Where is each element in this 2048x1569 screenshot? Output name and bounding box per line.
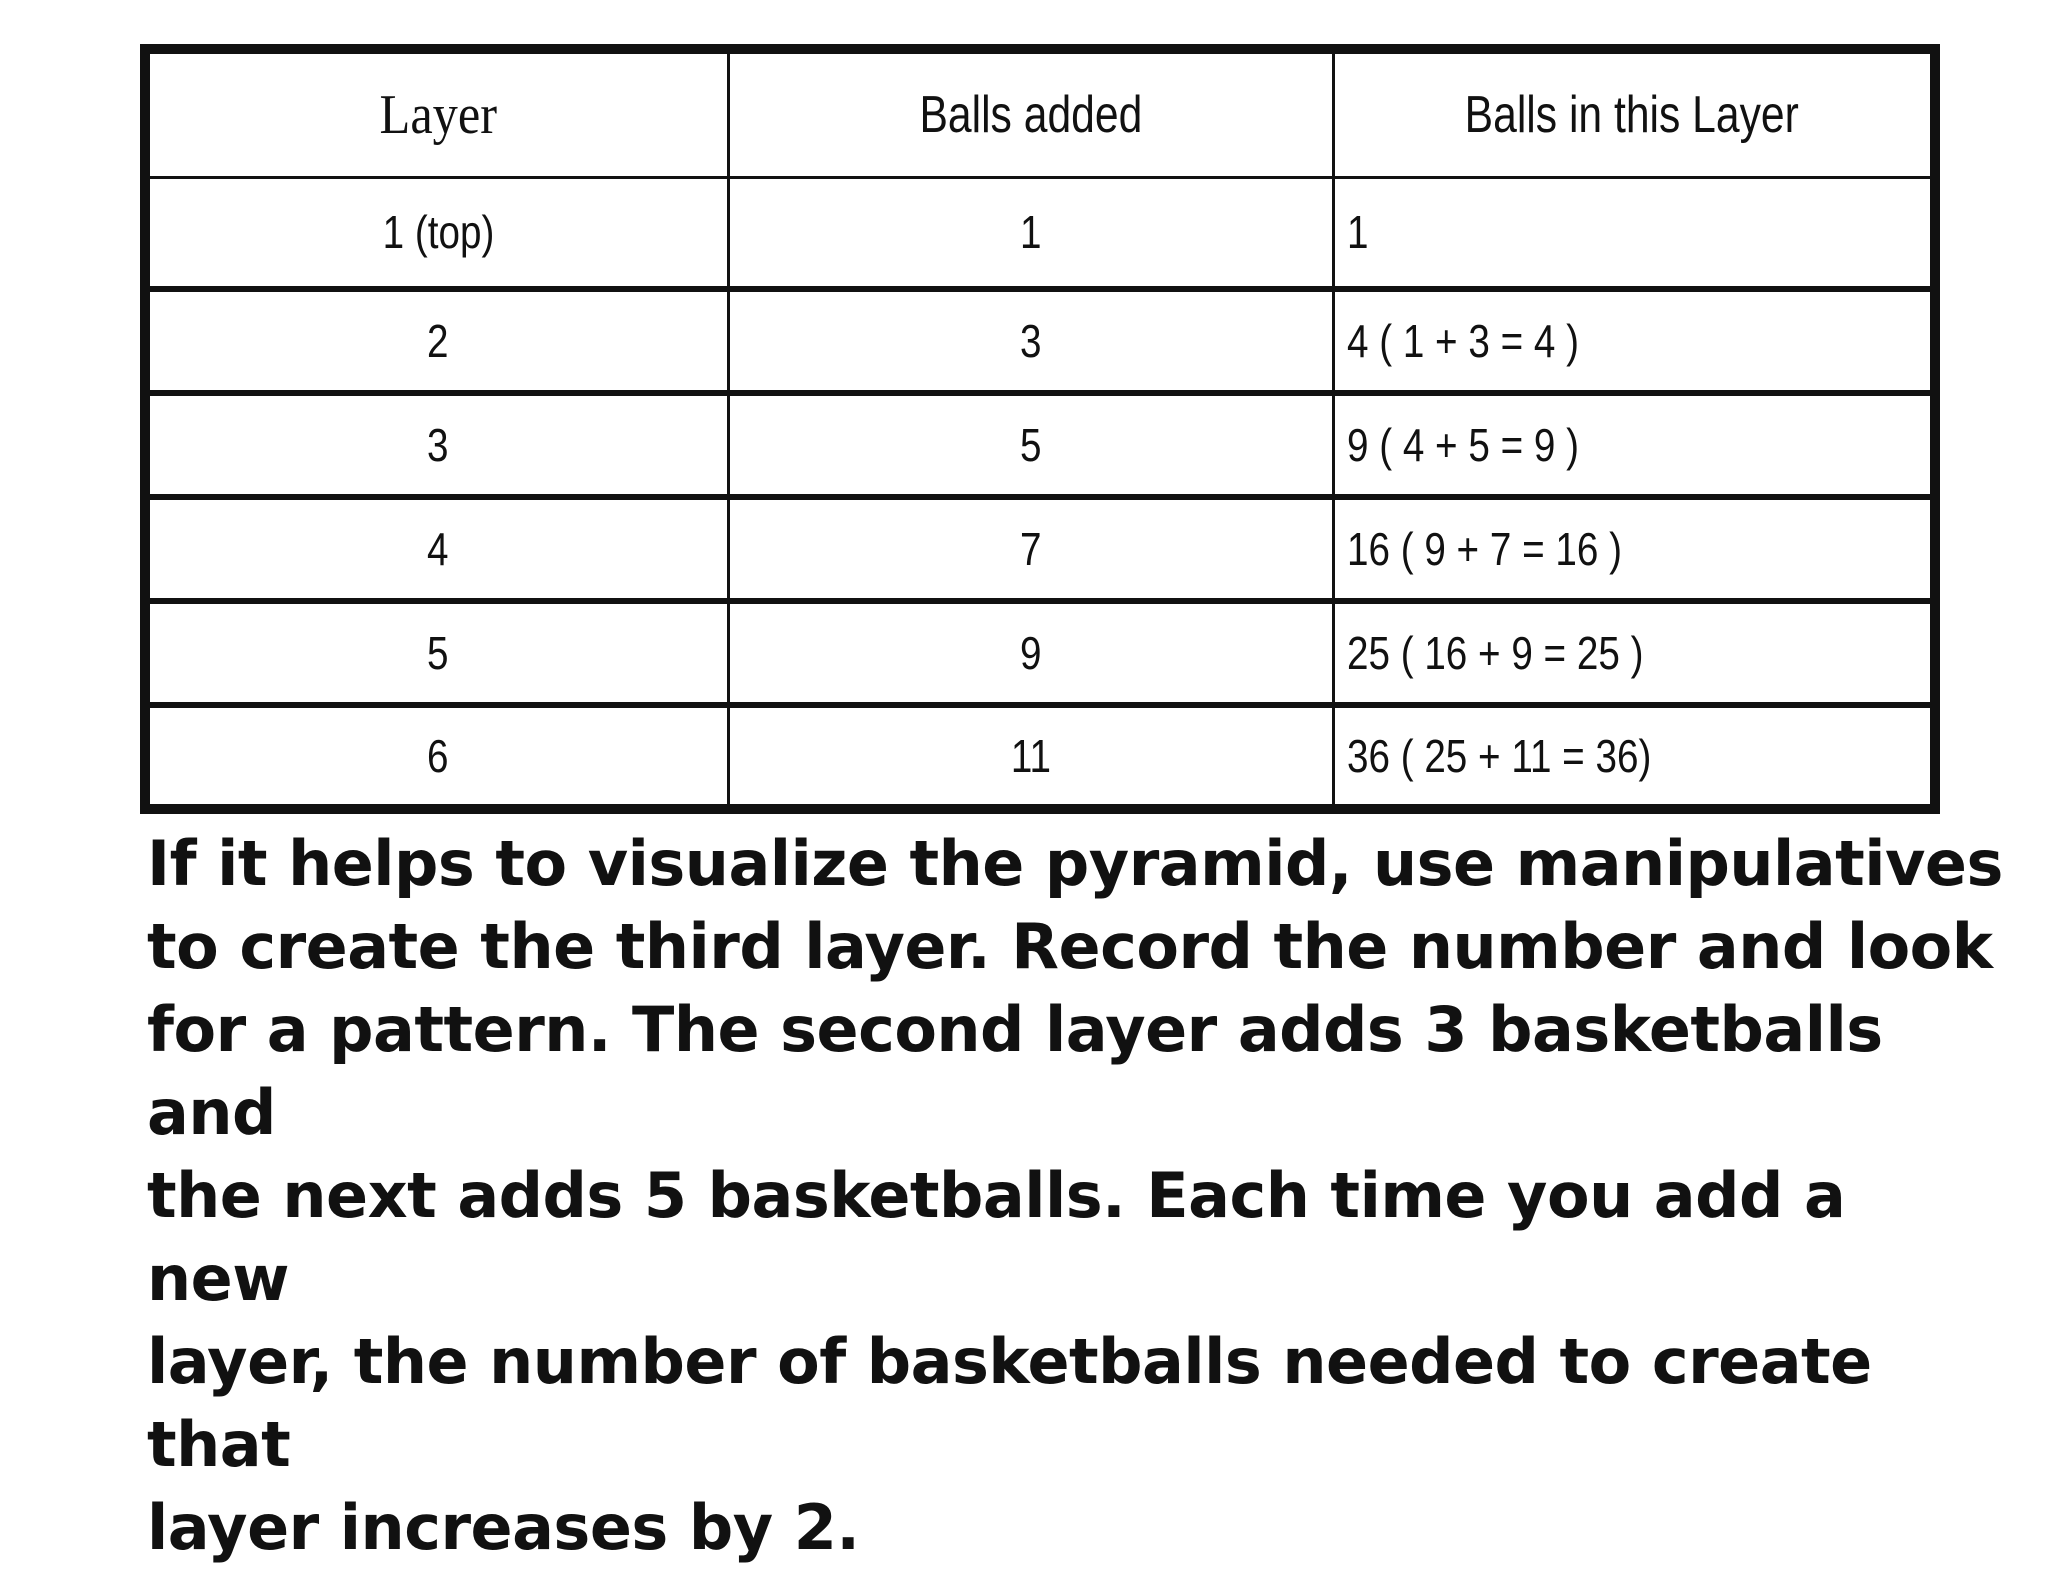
cell-layer: 2 xyxy=(145,289,728,393)
paragraph-line: the next adds 5 basketballs. Each time you add a new xyxy=(147,1159,1846,1315)
cell-balls-added: 9 xyxy=(728,601,1333,705)
table-row xyxy=(145,497,1935,601)
paragraph-line: for a pattern. The second layer adds 3 basketballs and xyxy=(147,993,1883,1149)
cell-balls-added: 3 xyxy=(728,289,1333,393)
paragraph-line: to create the third layer. Record the number and look xyxy=(147,910,1993,983)
table-row xyxy=(145,177,1935,289)
cell-balls-added: 5 xyxy=(728,393,1333,497)
cell-balls-added: 11 xyxy=(728,705,1333,809)
cell-balls-in-layer: 36 ( 25 + 11 = 36) xyxy=(1333,705,1935,809)
table-row xyxy=(145,393,1935,497)
cell-balls-in-layer: 1 xyxy=(1333,177,1935,289)
paragraph-line: layer increases by 2. xyxy=(147,1491,860,1564)
cell-balls-in-layer: 9 ( 4 + 5 = 9 ) xyxy=(1333,393,1935,497)
cell-layer: 5 xyxy=(145,601,728,705)
cell-balls-in-layer: 25 ( 16 + 9 = 25 ) xyxy=(1333,601,1935,705)
table-row xyxy=(145,601,1935,705)
cell-balls-in-layer: 16 ( 9 + 7 = 16 ) xyxy=(1333,497,1935,601)
header-layer: Layer xyxy=(145,49,728,177)
header-balls-in-layer: Balls in this Layer xyxy=(1333,49,1935,177)
cell-balls-in-layer: 4 ( 1 + 3 = 4 ) xyxy=(1333,289,1935,393)
cell-layer: 1 (top) xyxy=(145,177,728,289)
header-balls-added: Balls added xyxy=(728,49,1333,177)
cell-layer: 6 xyxy=(145,705,728,809)
cell-layer: 3 xyxy=(145,393,728,497)
table-header-row xyxy=(145,49,1935,177)
table-row xyxy=(145,705,1935,809)
cell-balls-added: 1 xyxy=(728,177,1333,289)
cell-layer: 4 xyxy=(145,497,728,601)
cell-balls-added: 7 xyxy=(728,497,1333,601)
paragraph-line: layer, the number of basketballs needed to create that xyxy=(147,1325,1872,1481)
layers-table xyxy=(140,44,1940,814)
explanation-paragraph xyxy=(147,822,2007,1569)
table-row xyxy=(145,289,1935,393)
paragraph-line: If it helps to visualize the pyramid, use manipulatives xyxy=(147,827,2003,900)
